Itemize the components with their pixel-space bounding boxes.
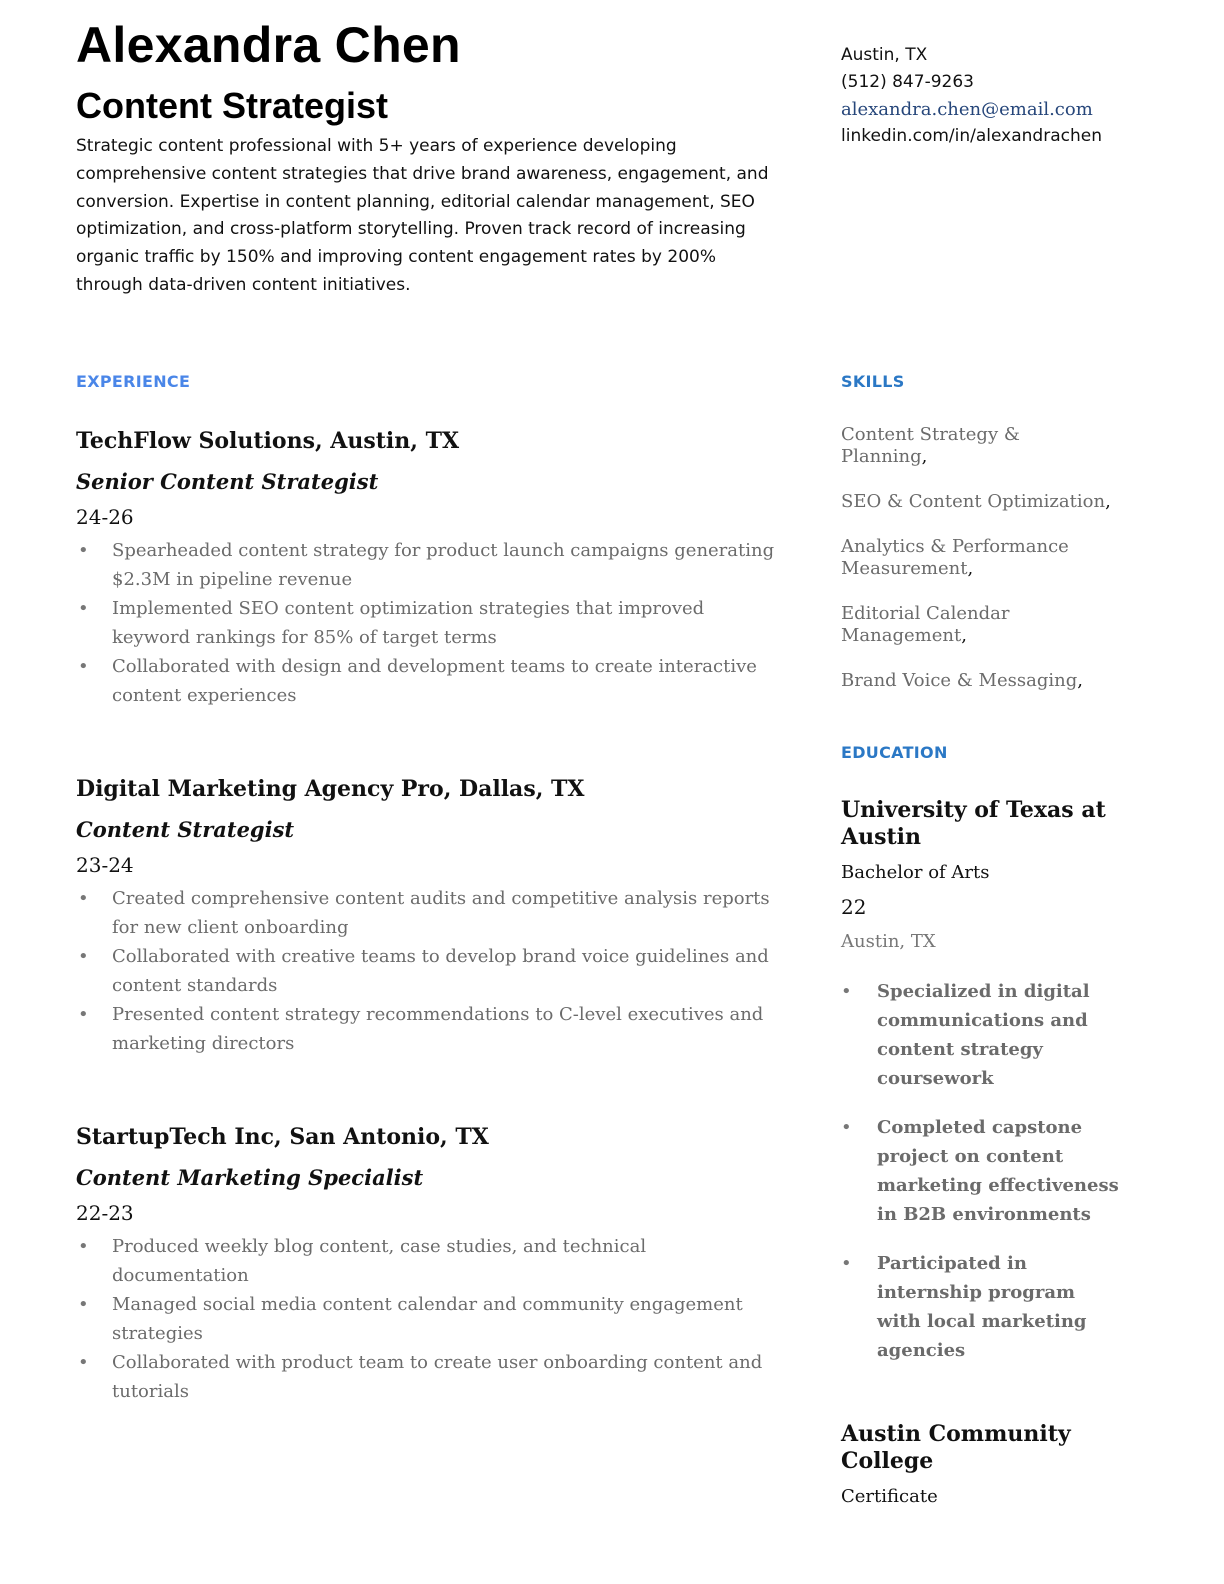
skills-list xyxy=(841,424,1111,715)
skill-item: Analytics & Performance Measurement, xyxy=(841,536,1069,579)
job-dates: 23-24 xyxy=(76,853,134,877)
contact-email-link[interactable]: alexandra.chen@email.com xyxy=(841,99,1093,120)
education-heading: EDUCATION xyxy=(841,743,948,762)
school-location: Austin, TX xyxy=(841,931,936,952)
job-entry xyxy=(76,1123,776,1406)
job-title: Content Marketing Specialist xyxy=(76,1165,424,1190)
education-bullet: • Completed capstone project on content marketing effectiveness in B2B environments xyxy=(841,1113,1121,1229)
education-entry xyxy=(841,797,1121,1385)
candidate-name: Alexandra Chen xyxy=(76,17,461,73)
job-company: Digital Marketing Agency Pro, Dallas, TX xyxy=(76,776,585,802)
contact-info xyxy=(841,42,1102,150)
job-bullet: • Collaborated with creative teams to develop brand voice guidelines and content standards xyxy=(76,942,776,1000)
education-bullet: • Participated in internship program with local marketing agencies xyxy=(841,1249,1121,1365)
education-bullets xyxy=(841,977,1121,1365)
candidate-role: Content Strategist xyxy=(76,85,389,126)
job-bullet: • Collaborated with product team to create user onboarding content and tutorials xyxy=(76,1348,776,1406)
education-entry xyxy=(841,1421,1121,1509)
skill-item: Brand Voice & Messaging, xyxy=(841,670,1083,691)
contact-phone: (512) 847-9263 xyxy=(841,72,974,92)
job-company: TechFlow Solutions, Austin, TX xyxy=(76,428,460,454)
experience-heading: EXPERIENCE xyxy=(76,372,191,391)
job-title: Content Strategist xyxy=(76,817,295,842)
job-bullets xyxy=(76,536,776,710)
school-name: University of Texas at Austin xyxy=(841,797,1106,850)
job-bullet: • Managed social media content calendar and community engagement strategies xyxy=(76,1290,776,1348)
professional-summary: Strategic content professional with 5+ years of experience developing comprehensive content strategies that drive brand awareness, engagement, and conversion. Expertise in content planning, editorial calendar management, SEO optimization, and cross-platform storytelling. Proven track record of increasing organic traffic by 150% and improving content engagement rates by 200% through data-driven content initiatives. xyxy=(76,136,769,295)
job-bullet: • Collaborated with design and development teams to create interactive content experiences xyxy=(76,652,776,710)
contact-linkedin: linkedin.com/in/alexandrachen xyxy=(841,126,1102,146)
job-bullet: • Implemented SEO content optimization strategies that improved keyword rankings for 85% of target terms xyxy=(76,594,776,652)
job-bullets xyxy=(76,884,776,1058)
skills-heading: SKILLS xyxy=(841,372,905,391)
job-bullet: • Presented content strategy recommendations to C-level executives and marketing directors xyxy=(76,1000,776,1058)
job-title: Senior Content Strategist xyxy=(76,469,379,494)
job-company: StartupTech Inc, San Antonio, TX xyxy=(76,1124,489,1150)
education-bullet: • Specialized in digital communications and content strategy coursework xyxy=(841,977,1121,1093)
graduation-year: 22 xyxy=(841,895,867,919)
skill-item: SEO & Content Optimization, xyxy=(841,491,1111,512)
job-entry xyxy=(76,427,776,710)
job-bullet: • Spearheaded content strategy for product launch campaigns generating $2.3M in pipeline revenue xyxy=(76,536,776,594)
skill-item: Editorial Calendar Management, xyxy=(841,603,1010,646)
job-bullet: • Produced weekly blog content, case studies, and technical documentation xyxy=(76,1232,776,1290)
job-entry xyxy=(76,775,776,1058)
degree: Certificate xyxy=(841,1486,938,1507)
degree: Bachelor of Arts xyxy=(841,862,990,883)
school-name: Austin Community College xyxy=(841,1421,1071,1474)
job-bullets xyxy=(76,1232,776,1406)
job-dates: 24-26 xyxy=(76,505,134,529)
contact-location: Austin, TX xyxy=(841,45,928,65)
skill-item: Content Strategy & Planning, xyxy=(841,424,1020,467)
job-dates: 22-23 xyxy=(76,1201,134,1225)
job-bullet: • Created comprehensive content audits and competitive analysis reports for new client onboarding xyxy=(76,884,776,942)
